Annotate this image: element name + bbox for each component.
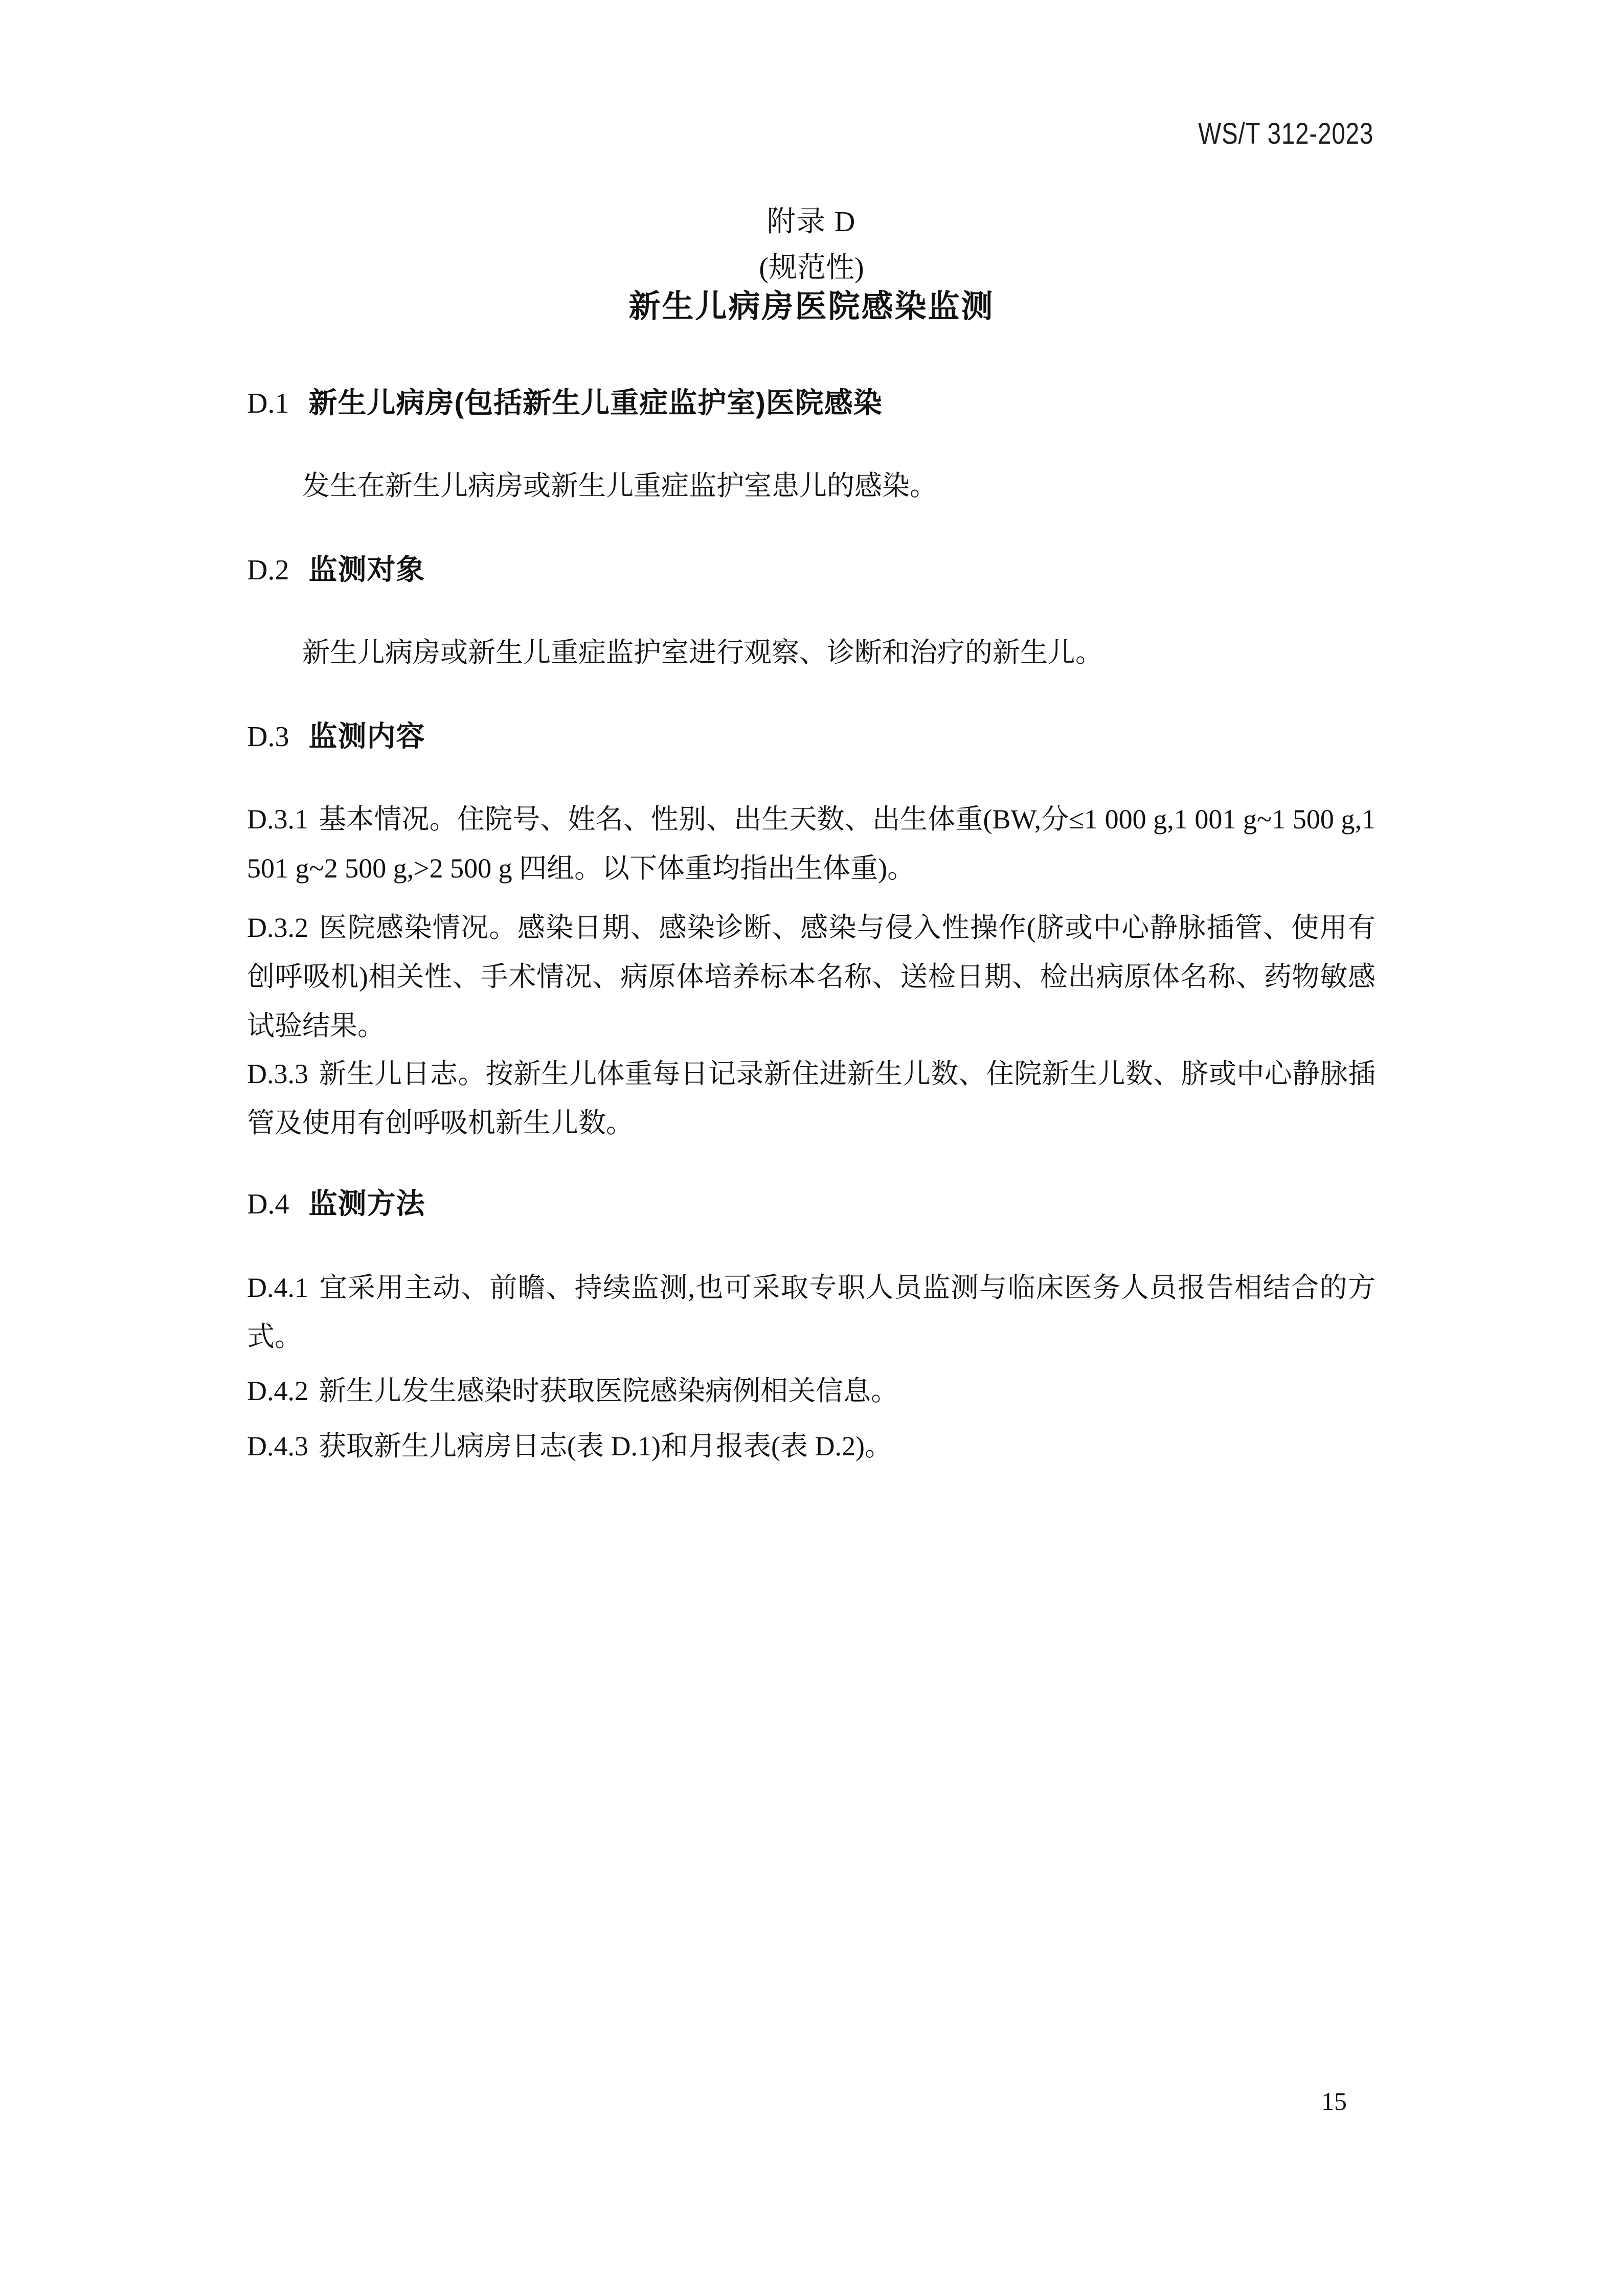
subclause-text: 新生儿日志。按新生儿体重每日记录新住进新生儿数、住院新生儿数、脐或中心静脉插管及使用有创呼吸机新生儿数。	[247, 1059, 1376, 1138]
subclause-number: D.4.1	[247, 1272, 308, 1303]
subclause-text: 基本情况。住院号、姓名、性别、出生天数、出生体重(BW,分≤1 000 g,1 001 g~1 500 g,1 501 g~2 500 g,>2 500 g 四组。以下体重均指出生体重)。	[247, 804, 1376, 884]
paragraph-d2-body: 新生儿病房或新生儿重症监护室进行观察、诊断和治疗的新生儿。	[302, 637, 1103, 668]
clause-heading-d4	[247, 1187, 1376, 1221]
clause-title: 监测方法	[308, 1187, 425, 1220]
appendix-normative-label: (规范性)	[759, 252, 864, 284]
clause-number: D.1	[247, 388, 289, 419]
standard-number-header: WS/T 312-2023	[1198, 117, 1373, 150]
clause-heading-d1	[247, 387, 1376, 420]
paragraph-d4-2	[247, 1366, 1376, 1415]
paragraph-d3-1	[247, 795, 1376, 893]
paragraph-d4-1	[247, 1263, 1376, 1361]
clause-title: 监测对象	[308, 553, 425, 586]
clause-number: D.4	[247, 1188, 289, 1220]
clause-number: D.2	[247, 554, 289, 586]
subclause-number: D.4.2	[247, 1376, 308, 1406]
subclause-text: 获取新生儿病房日志(表 D.1)和月报表(表 D.2)。	[319, 1431, 892, 1461]
subclause-number: D.4.3	[247, 1431, 308, 1461]
subclause-text: 医院感染情况。感染日期、感染诊断、感染与侵入性操作(脐或中心静脉插管、使用有创呼吸机)相关性、手术情况、病原体培养标本名称、送检日期、检出病原体名称、药物敏感试验结果。	[247, 912, 1376, 1041]
appendix-label: 附录 D	[767, 206, 856, 238]
subclause-text: 宜采用主动、前瞻、持续监测,也可采取专职人员监测与临床医务人员报告相结合的方式。	[247, 1272, 1376, 1352]
paragraph-d1-body: 发生在新生儿病房或新生儿重症监护室患儿的感染。	[302, 470, 937, 501]
paragraph-d4-3	[247, 1422, 1376, 1471]
clause-number: D.3	[247, 721, 289, 753]
subclause-number: D.3.3	[247, 1059, 308, 1089]
subclause-number: D.3.2	[247, 912, 308, 943]
clause-title: 监测内容	[308, 720, 425, 752]
subclause-text: 新生儿发生感染时获取医院感染病例相关信息。	[319, 1376, 898, 1406]
paragraph-d3-2	[247, 903, 1376, 1050]
subclause-number: D.3.1	[247, 804, 308, 835]
appendix-title: 新生儿病房医院感染监测	[628, 289, 995, 324]
page-number: 15	[1321, 2087, 1347, 2115]
clause-heading-d2	[247, 553, 1376, 587]
clause-title: 新生儿病房(包括新生儿重症监护室)医院感染	[308, 387, 883, 419]
clause-heading-d3	[247, 720, 1376, 753]
paragraph-d3-3	[247, 1049, 1376, 1147]
